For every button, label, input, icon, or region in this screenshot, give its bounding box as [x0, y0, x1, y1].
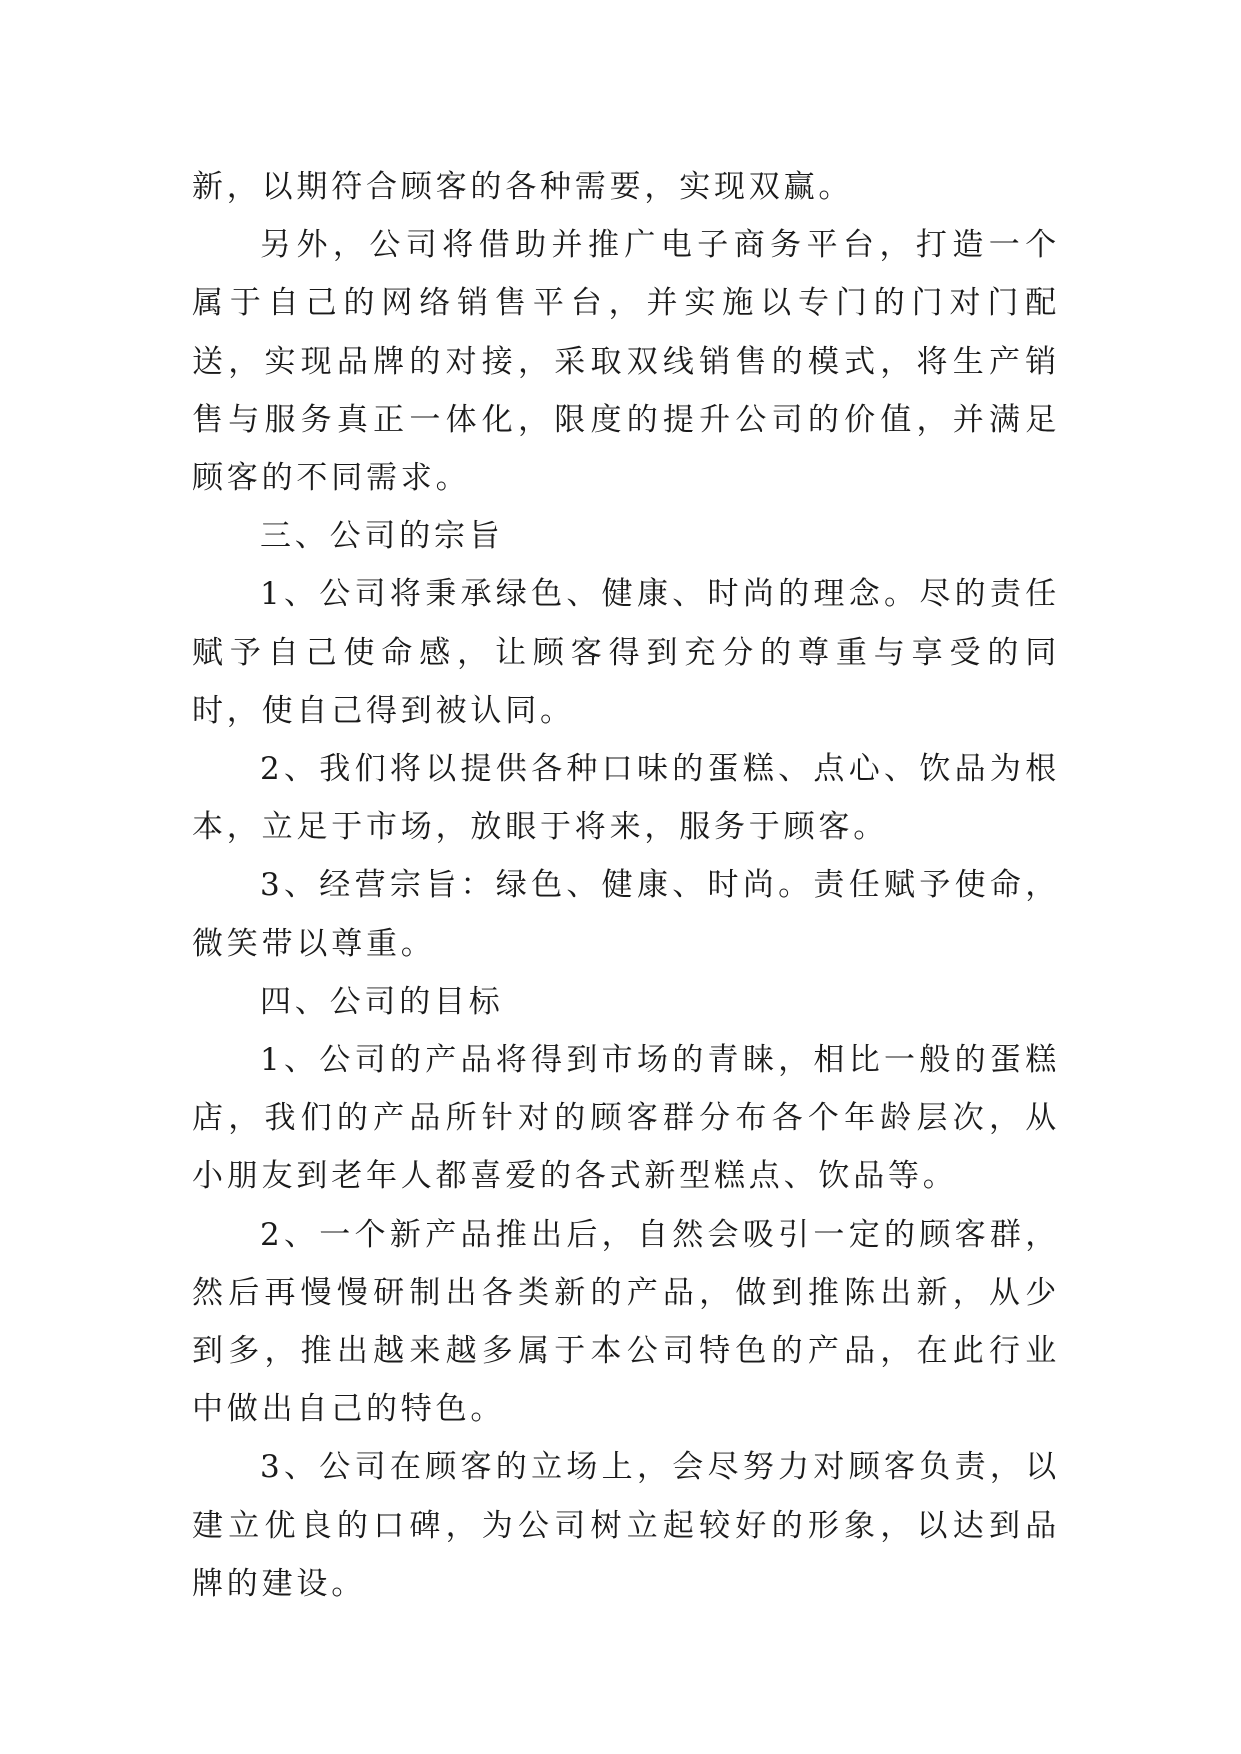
purpose-item-1: 1、公司将秉承绿色、健康、时尚的理念。尽的责任赋予自己使命感，让顾客得到充分的尊重与享受的同时，使自己得到被认同。	[192, 576, 1060, 729]
section-heading-purpose: 三、公司的宗旨	[260, 518, 504, 555]
document-body	[192, 158, 1060, 1613]
purpose-item-2: 2、我们将以提供各种口味的蛋糕、点心、饮品为根本，立足于市场，放眼于将来，服务于顾客。	[192, 751, 1060, 846]
goal-item-3: 3、公司在顾客的立场上，会尽努力对顾客负责，以建立优良的口碑，为公司树立起较好的形象，以达到品牌的建设。	[192, 1449, 1060, 1602]
goal-item-1: 1、公司的产品将得到市场的青睐，相比一般的蛋糕店，我们的产品所针对的顾客群分布各个年龄层次，从小朋友到老年人都喜爱的各式新型糕点、饮品等。	[192, 1042, 1060, 1195]
goal-item-2: 2、一个新产品推出后，自然会吸引一定的顾客群，然后再慢慢研制出各类新的产品，做到推陈出新，从少到多，推出越来越多属于本公司特色的产品，在此行业中做出自己的特色。	[192, 1216, 1060, 1428]
paragraph-ecommerce: 另外，公司将借助并推广电子商务平台，打造一个属于自己的网络销售平台，并实施以专门的门对门配送，实现品牌的对接，采取双线销售的模式，将生产销售与服务真正一体化，限度的提升公司的价值，并满足顾客的不同需求。	[192, 227, 1060, 497]
paragraph-continuation: 新，以期符合顾客的各种需要，实现双赢。	[192, 169, 854, 205]
section-heading-goals: 四、公司的目标	[260, 983, 504, 1020]
purpose-item-3: 3、经营宗旨：绿色、健康、时尚。责任赋予使命，微笑带以尊重。	[192, 867, 1060, 962]
